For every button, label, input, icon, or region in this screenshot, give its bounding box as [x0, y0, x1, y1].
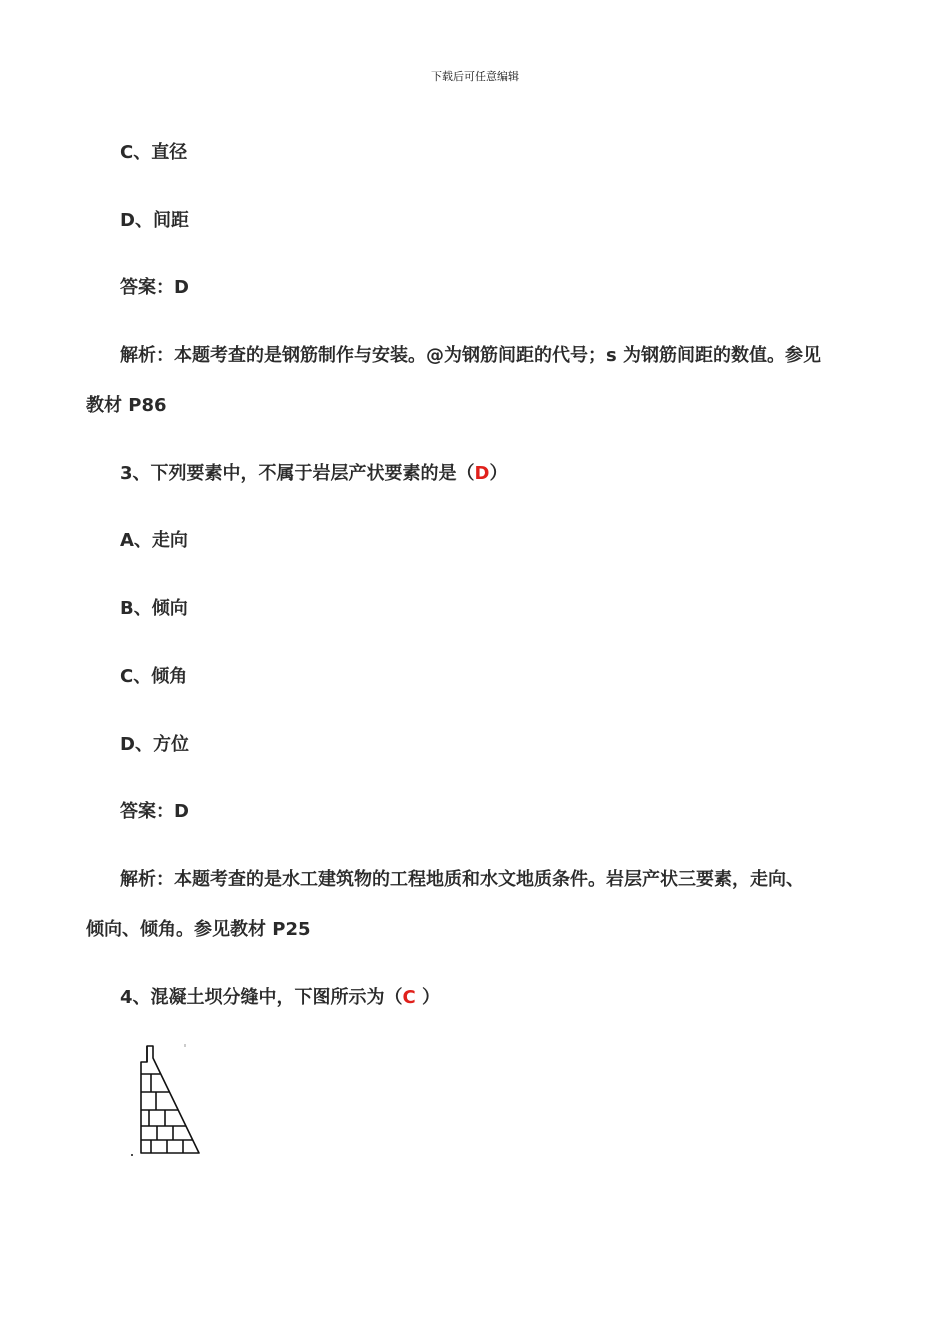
q3-stem [120, 459, 507, 485]
q3-stem-suffix: ） [489, 463, 508, 484]
q4-stem-suffix: ） [415, 987, 441, 1008]
q2-analysis-line1: 解析：本题考查的是钢筋制作与安装。@为钢筋间距的代号；s 为钢筋间距的数值。参见 [120, 345, 821, 366]
q3-analysis-line1: 解析：本题考查的是水工建筑物的工程地质和水文地质条件。岩层产状三要素，走向、 [120, 869, 804, 890]
q2-answer: 答案：D [120, 277, 189, 298]
q3-answer-letter: D [474, 463, 490, 484]
q3-analysis-line2: 倾向、倾角。参见教材 P25 [86, 919, 311, 940]
q2-analysis-line2: 教材 P86 [86, 395, 167, 416]
page-header: 下载后可任意编辑 [431, 70, 519, 83]
q4-stem [120, 983, 440, 1009]
q3-answer: 答案：D [120, 801, 189, 822]
q3-stem-prefix: 3、下列要素中，不属于岩层产状要素的是（ [120, 463, 475, 484]
q3-option-c: C、倾角 [120, 666, 188, 687]
q2-option-d: D、间距 [120, 210, 189, 231]
dam-joint-figure [125, 1040, 215, 1160]
q2-option-c: C、直径 [120, 142, 188, 163]
q4-stem-prefix: 4、混凝土坝分缝中，下图所示为（ [120, 987, 403, 1008]
q3-option-a: A、走向 [120, 530, 188, 551]
q3-option-d: D、方位 [120, 734, 189, 755]
q3-option-b: B、倾向 [120, 598, 188, 619]
q4-answer-letter: C [402, 987, 416, 1008]
dam-outline [141, 1046, 199, 1153]
